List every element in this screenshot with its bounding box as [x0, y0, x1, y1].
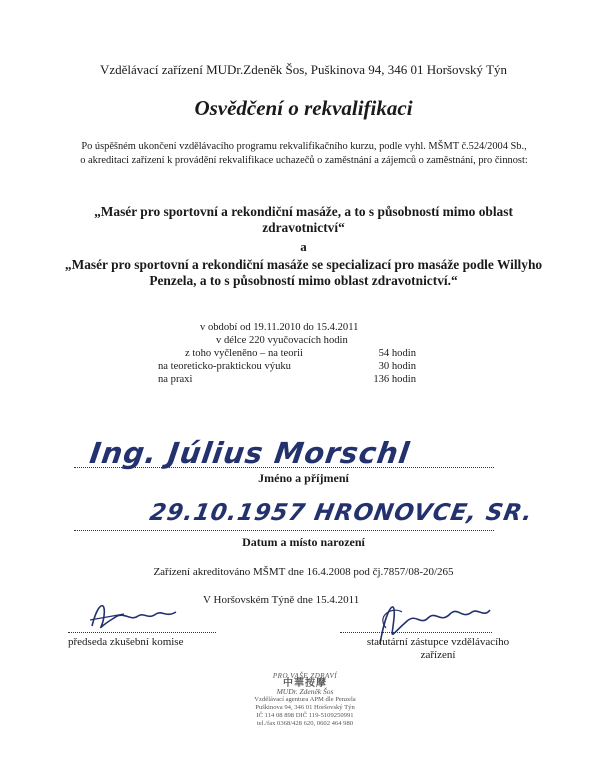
- course-first: „Masér pro sportovní a rekondiční masáže, a to s působností mimo oblast zdravotnictví“: [94, 204, 513, 235]
- right-signature-line: [340, 631, 492, 633]
- course-second: „Masér pro sportovní a rekondiční masáže se specializací pro masáže podle Willyho Penzela, a to s působností mimo oblast zdravotnictví.“: [64, 257, 543, 288]
- hours-label: z toho vyčleněno – na teorii: [185, 348, 303, 359]
- right-caption-line: statutární zástupce vzdělávacího: [366, 636, 510, 648]
- hours-value: 30 hodin: [378, 361, 416, 372]
- birth-caption: Datum a místo narození: [242, 535, 365, 549]
- birth-dotted-line: [74, 529, 494, 531]
- course-duration: v délce 220 vyučovacích hodin: [216, 335, 348, 346]
- handwritten-name: Ing. Július Morschl: [87, 436, 413, 470]
- left-signature-line: [68, 631, 216, 633]
- committee-chair-caption: předseda zkušební komise: [68, 636, 184, 648]
- place-and-date: V Horšovském Týně dne 15.4.2011: [203, 594, 360, 606]
- institution-header: Vzdělávací zařízení MUDr.Zdeněk Šos, Puškinova 94, 346 01 Horšovský Týn: [99, 62, 508, 77]
- statutory-representative-caption: [338, 636, 538, 662]
- institution-stamp: [240, 672, 370, 728]
- stamp-name: MUDr. Zdeněk Šos: [276, 687, 334, 696]
- left-signature: [84, 596, 184, 636]
- certificate-title: Osvědčení o rekvalifikaci: [194, 96, 413, 120]
- hours-label: na praxi: [158, 374, 193, 385]
- course-conjunction: a: [300, 239, 307, 254]
- handwritten-birth-data: 29.10.1957 HRONOVCE, SR.: [147, 500, 535, 526]
- stamp-line: IČ 114 08 898 DIČ 119-5109250991: [256, 712, 354, 719]
- stamp-line: tel./fax 0368/428 620, 0602 464 980: [256, 720, 354, 727]
- hours-value: 136 hodin: [373, 374, 416, 385]
- stamp-line: Vzdělávací agentura APM dle Penzela: [254, 696, 356, 703]
- stamp-top-text: PRO VAŠE ZDRAVÍ: [272, 672, 338, 680]
- name-dotted-line: [74, 466, 494, 468]
- right-caption-line: zařízení: [420, 649, 456, 661]
- hours-value: 54 hodin: [378, 348, 416, 359]
- accreditation-note: Zařízení akreditováno MŠMT dne 16.4.2008 pod čj.7857/08-20/265: [153, 566, 454, 578]
- hours-label: na teoreticko-praktickou výuku: [158, 361, 291, 372]
- stamp-chinese-text: 中華按摩: [283, 678, 327, 689]
- course-period: v období od 19.11.2010 do 15.4.2011: [200, 322, 359, 333]
- name-caption: Jméno a příjmení: [258, 471, 349, 485]
- intro-paragraph: Po úspěšném ukončení vzdělávacího programu rekvalifikačního kurzu, podle vyhl. MŠMT č.524/2004 Sb., o akreditaci zařízení k provádění rekvalifikace uchazečů o zaměstnání a zájemců o zaměstnání, pro činnost:: [80, 141, 528, 166]
- stamp-line: Puškinova 94, 346 01 Horšovský Týn: [255, 704, 355, 711]
